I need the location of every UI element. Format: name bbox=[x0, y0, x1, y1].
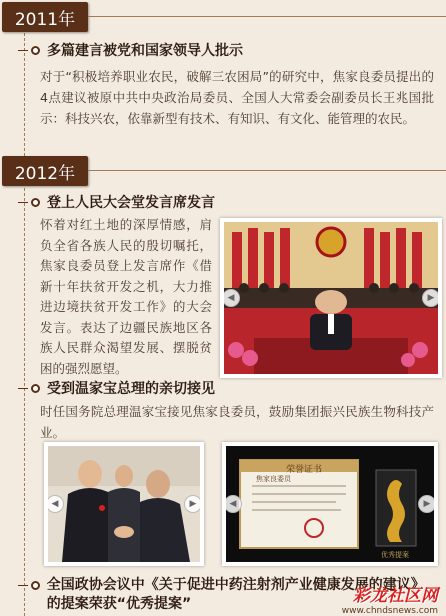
handshake-photo bbox=[44, 442, 204, 566]
congress-speech-image bbox=[224, 222, 438, 374]
entry-title-2012-1 bbox=[18, 192, 215, 212]
next-photo-button[interactable] bbox=[184, 495, 202, 513]
trophy-caption: 优秀提案 bbox=[381, 551, 409, 559]
next-arrow-icon: ▶ bbox=[189, 499, 197, 509]
prev-photo-button[interactable] bbox=[46, 495, 64, 513]
site-logo: 彩龙社区网 bbox=[353, 586, 438, 606]
next-arrow-icon: ▶ bbox=[427, 293, 435, 303]
year-tab-2012 bbox=[2, 156, 88, 186]
timeline-bullet bbox=[31, 198, 40, 207]
entry-text-2012-2: 时任国务院总理温家宝接见焦家良委员，鼓励集团振兴民族生物科技产业。 bbox=[40, 404, 434, 440]
handshake-image bbox=[48, 446, 200, 562]
entry-title-2012-2 bbox=[18, 378, 215, 398]
connector bbox=[18, 50, 28, 51]
certificate-photo bbox=[222, 442, 438, 566]
entry-title-text: 受到温家宝总理的亲切接见 bbox=[47, 381, 215, 397]
year-label: 2012年 bbox=[14, 163, 76, 184]
divider bbox=[88, 170, 446, 171]
prev-photo-button[interactable] bbox=[224, 495, 242, 513]
entry-title-2011-1 bbox=[18, 40, 243, 60]
certificate-holder: 焦家良委员 bbox=[256, 475, 291, 483]
congress-photo bbox=[220, 218, 442, 378]
entry-text-2012-1: 怀着对红土地的深厚情感，肩负全省各族人民的殷切嘱托，焦家良委员登上发言席作《借新十年扶贫开发之机，大力推进边境扶贫开发工作》的大会发言。表达了边疆民族地区各族人民群众渴望发展、摆脱贫困的强烈愿望。 bbox=[40, 217, 212, 376]
year-tab-2011 bbox=[2, 2, 88, 32]
connector bbox=[18, 585, 28, 586]
certificate-title: 荣誉证书 bbox=[286, 465, 323, 475]
year-label: 2011年 bbox=[14, 9, 76, 30]
timeline-bullet bbox=[31, 581, 40, 590]
entry-title-text: 多篇建言被党和国家领导人批示 bbox=[47, 43, 243, 59]
next-photo-button[interactable] bbox=[422, 289, 440, 307]
divider bbox=[88, 16, 446, 17]
connector bbox=[18, 202, 28, 203]
site-url: www.chndsnews.com bbox=[341, 606, 438, 616]
timeline-line bbox=[24, 28, 25, 616]
watermark bbox=[342, 581, 438, 616]
timeline-bullet bbox=[31, 46, 40, 55]
certificate-image bbox=[226, 446, 434, 562]
next-photo-button[interactable] bbox=[418, 495, 436, 513]
prev-photo-button[interactable] bbox=[222, 289, 240, 307]
entry-text-2011-1: 对于“积极培养职业农民，破解三农困局”的研究中，焦家良委员提出的4点建议被原中共中央政治局委员、全国人大常委会副委员长王兆国批示：科技兴农，依靠新型有技术、有知识、有文化、能管理的农民。 bbox=[40, 69, 434, 126]
prev-arrow-icon: ◀ bbox=[229, 499, 237, 509]
next-arrow-icon: ▶ bbox=[423, 499, 431, 509]
prev-arrow-icon: ◀ bbox=[51, 499, 59, 509]
prev-arrow-icon: ◀ bbox=[227, 293, 235, 303]
timeline-bullet bbox=[31, 384, 40, 393]
entry-title-text: 全国政协会议中《关于促进中药注射剂产业健康发展的建议》的提案荣获“优秀提案” bbox=[46, 577, 425, 612]
connector bbox=[18, 388, 28, 389]
entry-title-text: 登上人民大会堂发言席发言 bbox=[47, 195, 215, 211]
